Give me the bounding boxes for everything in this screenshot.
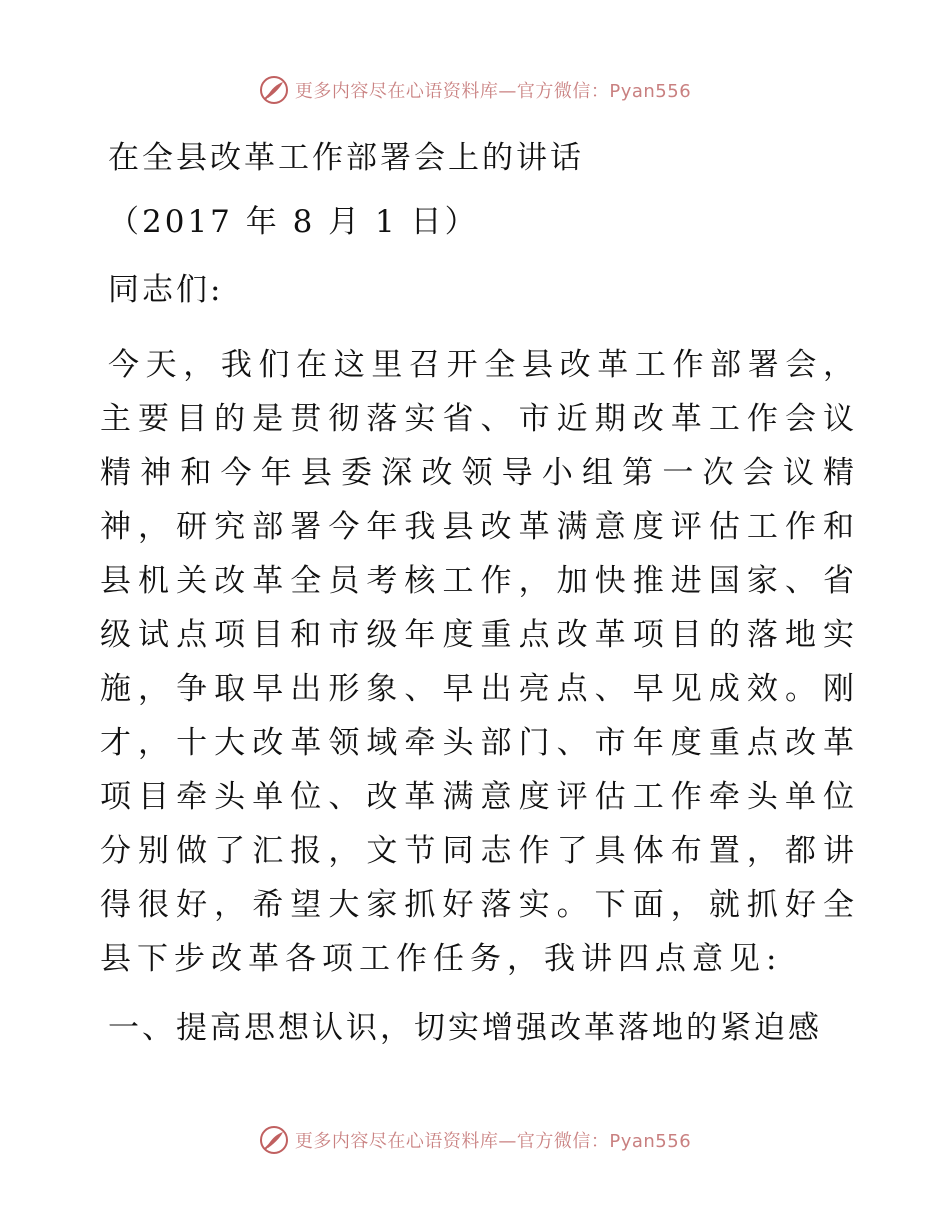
- feather-pen-logo-icon: [259, 75, 289, 105]
- salutation: 同志们:: [108, 272, 224, 308]
- paragraph-intro: 今天，我们在这里召开全县改革工作部署会，主要目的是贯彻落实省、市近期改革工作会议精神和今年县委深改领导小组第一次会议精神，研究部署今年我县改革满意度评估工作和县机关改革全员考核工作，加快推进国家、省级试点项目和市级年度重点改革项目的落地实施，争取早出形象、早出亮点、早见成效。刚才，十大改革领域牵头部门、市年度重点改革项目牵头单位、改革满意度评估工作牵头单位分别做了汇报，文节同志作了具体布置，都讲得很好，希望大家抓好落实。下面，就抓好全县下步改革各项工作任务，我讲四点意见:: [100, 347, 860, 977]
- footer-watermark-banner: [0, 1120, 950, 1160]
- section-heading-1: 一、提高思想认识，切实增强改革落地的紧迫感: [108, 1010, 822, 1046]
- document-title: 在全县改革工作部署会上的讲话: [108, 140, 584, 176]
- watermark-text: 更多内容尽在心语资料库—官方微信：Pyan556: [294, 81, 692, 102]
- document-date: （2017 年 8 月 1 日）: [108, 204, 479, 240]
- watermark-text-footer: 更多内容尽在心语资料库—官方微信：Pyan556: [294, 1131, 692, 1152]
- header-watermark-banner: [0, 70, 950, 110]
- document-body: [100, 120, 860, 1056]
- feather-pen-logo-icon: [259, 1125, 289, 1155]
